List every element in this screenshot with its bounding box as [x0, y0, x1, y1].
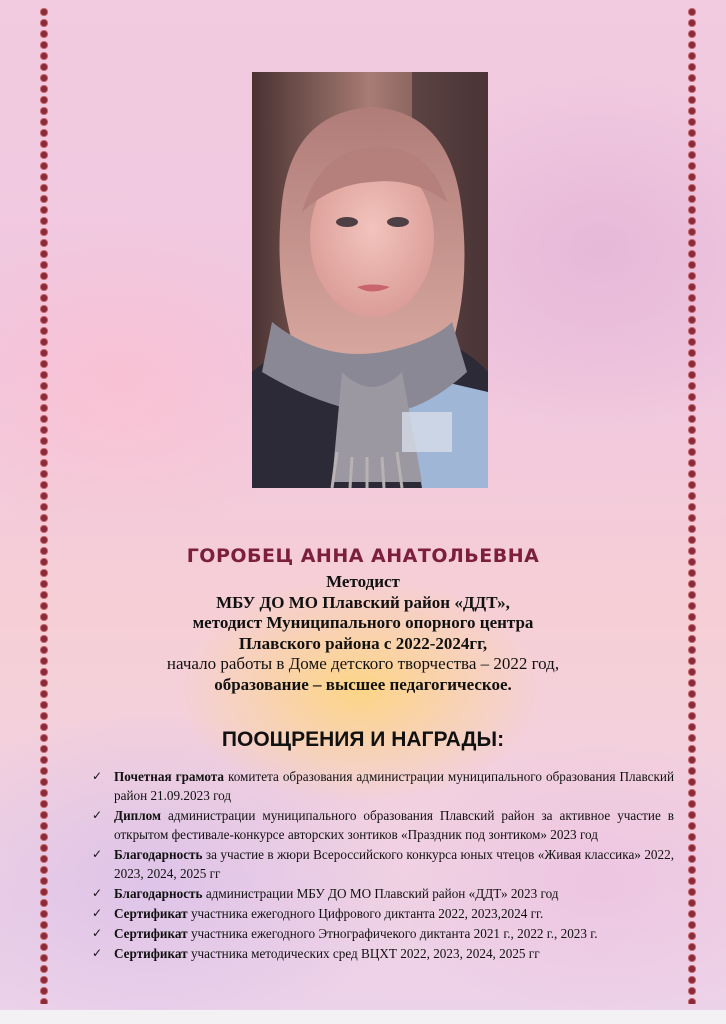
- info-line: образование – высшее педагогическое.: [214, 674, 512, 694]
- checkmark-icon: ✓: [92, 946, 103, 960]
- info-line: методист Муниципального опорного центра: [192, 613, 534, 632]
- info-line: начало работы в Доме детского творчества – 2022 год,: [166, 654, 560, 673]
- checkmark-icon: ✓: [92, 808, 103, 822]
- info-line: Методист: [326, 572, 400, 591]
- scan-bottom-edge: [0, 1010, 726, 1024]
- left-bead-border: [38, 6, 50, 1004]
- award-item: ✓ Благодарность за участие в жюри Всероссийского конкурса юных чтецов «Живая классика» 2022, 2023, 2024, 2025 гг: [92, 847, 674, 881]
- portrait-photo: [252, 72, 488, 488]
- right-bead-border: [686, 6, 698, 1004]
- award-item: ✓ Сертификат участника методических сред ВЦХТ 2022, 2023, 2024, 2025 гг: [92, 946, 540, 961]
- award-item: ✓ Диплом администрации муниципального образования Плавский район за активное участие в открытом фестивале-конкурсе авторских зонтиков «Праздник под зонтиком» 2023 год: [92, 808, 674, 842]
- checkmark-icon: ✓: [92, 886, 103, 900]
- award-item: ✓ Сертификат участника ежегодного Этнографичекого диктанта 2021 г., 2022 г., 2023 г.: [92, 926, 598, 941]
- person-name: ГОРОБЕЦ АННА АНАТОЛЬЕВНА: [186, 545, 540, 567]
- award-item: ✓ Сертификат участника ежегодного Цифрового диктанта 2022, 2023,2024 гг.: [92, 906, 544, 921]
- info-line: МБУ ДО МО Плавский район «ДДТ»,: [216, 592, 510, 612]
- award-item: ✓ Почетная грамота комитета образования администрации муниципального образования Плавский район 21.09.2023 год: [92, 769, 675, 803]
- checkmark-icon: ✓: [92, 769, 103, 783]
- info-line: Плавского района с 2022-2024гг,: [238, 633, 488, 653]
- awards-list: [92, 767, 674, 964]
- award-item: ✓ Благодарность администрации МБУ ДО МО Плавский район «ДДТ» 2023 год: [92, 886, 559, 901]
- checkmark-icon: ✓: [92, 847, 103, 861]
- awards-title: ПООЩРЕНИЯ И НАГРАДЫ:: [221, 728, 505, 751]
- checkmark-icon: ✓: [92, 906, 103, 920]
- position-info: [0, 572, 726, 695]
- checkmark-icon: ✓: [92, 926, 103, 940]
